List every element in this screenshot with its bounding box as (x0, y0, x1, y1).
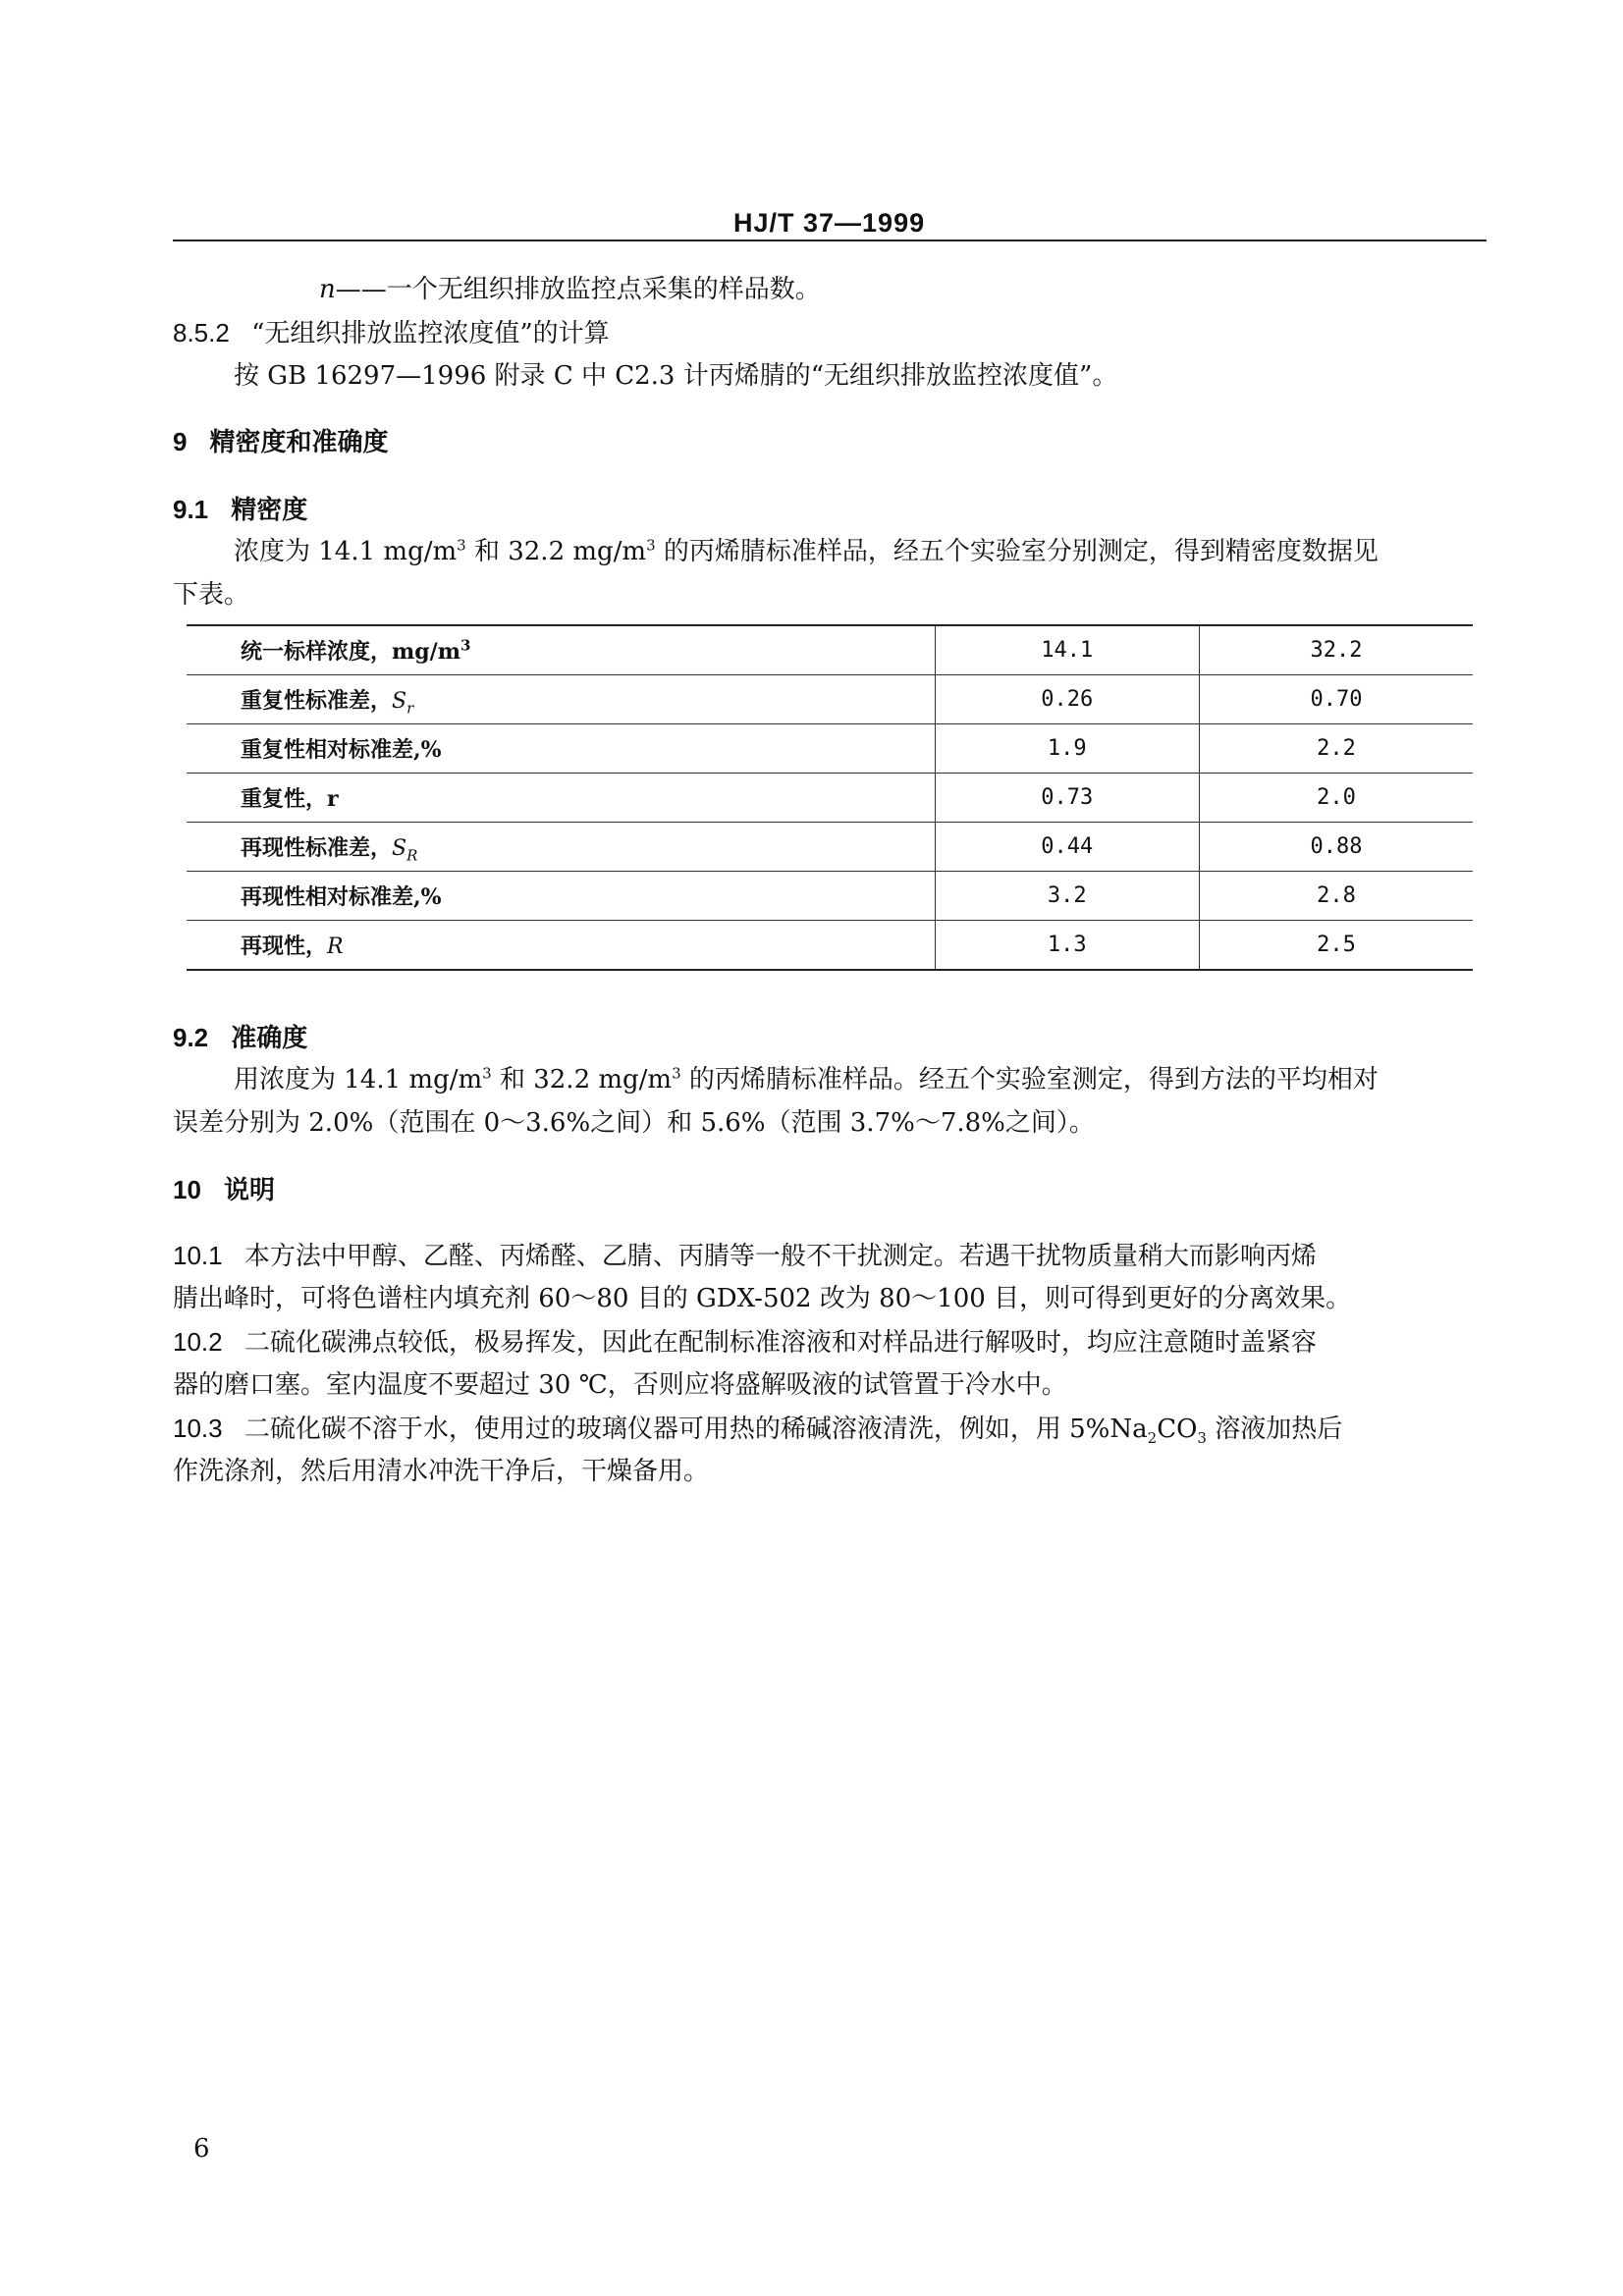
label-text: 重复性标准差， (241, 688, 393, 714)
text-run: 本方法中甲醇、乙醛、丙烯醛、乙腈、丙腈等一般不干扰测定。若遇干扰物质量稍大而影响丙烯 (243, 1242, 1317, 1271)
text-run: 二硫化碳不溶于水，使用过的玻璃仪器可用热的稀碱溶液清洗，例如，用 5%Na (243, 1415, 1148, 1444)
section-number: 10.3 (173, 1414, 223, 1443)
table-cell-14-1: 3.2 (935, 872, 1199, 921)
table-row-label (187, 675, 935, 724)
text-run: 二硫化碳沸点较低，极易挥发，因此在配制标准溶液和对样品进行解吸时，均应注意随时盖紧容 (243, 1328, 1317, 1358)
running-header: HJ/T 37—1999 (733, 208, 926, 238)
table-cell-14-1: 1.9 (935, 724, 1199, 774)
text-run: 用浓度为 14.1 mg/m (234, 1065, 483, 1095)
section-title: 精密度 (231, 496, 308, 525)
label-text: 再现性相对标准差,% (241, 884, 442, 910)
section-9-2-heading (173, 1021, 307, 1055)
subscript: 3 (1197, 1429, 1207, 1448)
text-run: 和 32.2 mg/m (465, 537, 647, 566)
section-number: 9.2 (173, 1023, 209, 1052)
label-text: 重复性相对标准差,% (241, 737, 442, 763)
table-cell-14-1: 0.44 (935, 823, 1199, 872)
table-cell-32-2: 2.2 (1317, 736, 1356, 761)
text-run: 的丙烯腈标准样品。经五个实验室测定，得到方法的平均相对 (680, 1065, 1379, 1095)
label-symbol: R (327, 934, 344, 959)
label-superscript: 3 (460, 636, 471, 655)
section-number: 9 (173, 427, 188, 456)
section-10-3-line2: 作洗涤剂，然后用清水冲洗干净后，干燥备用。 (173, 1457, 710, 1486)
section-number: 8.5.2 (173, 318, 230, 347)
header-rule (173, 240, 1487, 241)
section-9-2-body-line1 (234, 1063, 1379, 1096)
superscript: 3 (482, 1064, 492, 1083)
section-number: 10 (173, 1175, 201, 1204)
table-cell-32-2: 2.5 (1317, 933, 1356, 957)
table-row (187, 675, 1473, 724)
table-cell-32-2: 32.2 (1310, 638, 1363, 663)
table-cell-14-1: 1.3 (935, 921, 1199, 971)
section-9-1-body-line1 (234, 535, 1379, 568)
section-title: 准确度 (231, 1024, 308, 1053)
superscript: 3 (457, 536, 466, 555)
section-10-2-line1 (173, 1325, 1317, 1360)
section-9-1-heading (173, 493, 307, 527)
label-text: 再现性， (241, 934, 328, 959)
section-number: 10.1 (173, 1241, 223, 1270)
section-title: 说明 (223, 1176, 275, 1205)
label-subscript: r (406, 699, 414, 718)
precision-table (187, 624, 1473, 971)
table-cell-32-2: 0.88 (1310, 834, 1363, 859)
table-cell-14-1: 14.1 (935, 625, 1199, 675)
n-definition-text: ——一个无组织排放监控点采集的样品数。 (335, 275, 821, 304)
section-10-heading (173, 1173, 275, 1207)
label-text: 重复性，r (241, 786, 339, 812)
table-cell-14-1: 0.26 (935, 675, 1199, 724)
label-text: 再现性标准差， (241, 835, 393, 861)
label-symbol: S (392, 689, 407, 714)
label-text: 统一标样浓度，mg/m (241, 639, 460, 665)
superscript: 3 (672, 1064, 681, 1083)
section-10-3-line1 (173, 1412, 1342, 1446)
table-row (187, 774, 1473, 823)
section-9-2-body-line2: 误差分别为 2.0%（范围在 0～3.6%之间）和 5.6%（范围 3.7%～7.8%之间）。 (173, 1108, 1095, 1138)
table-row-label (187, 774, 935, 823)
section-number: 9.1 (173, 495, 209, 524)
text-run: 浓度为 14.1 mg/m (234, 537, 458, 566)
superscript: 3 (646, 536, 656, 555)
section-10-2-line2: 器的磨口塞。室内温度不要超过 30 ℃，否则应将盛解吸液的试管置于冷水中。 (173, 1370, 1067, 1400)
text-run: 和 32.2 mg/m (491, 1065, 673, 1095)
table-row-label (187, 823, 935, 872)
label-subscript: R (406, 846, 418, 865)
subscript: 2 (1147, 1429, 1158, 1448)
n-symbol: n (319, 275, 336, 304)
text-run: 溶液加热后 (1206, 1415, 1343, 1444)
section-title: 精密度和准确度 (209, 428, 389, 457)
table-row (187, 823, 1473, 872)
section-10-1-line1 (173, 1239, 1317, 1273)
table-cell-14-1: 0.73 (935, 774, 1199, 823)
section-10-1-line2: 腈出峰时，可将色谱柱内填充剂 60～80 目的 GDX-502 改为 80～100 目，则可得到更好的分离效果。 (173, 1284, 1352, 1313)
text-run: 的丙烯腈标准样品，经五个实验室分别测定，得到精密度数据见 (655, 537, 1379, 566)
table-row (187, 724, 1473, 774)
table-row (187, 921, 1473, 971)
table-cell-32-2: 2.8 (1317, 883, 1356, 908)
table-row (187, 872, 1473, 921)
table-cell-32-2: 0.70 (1310, 687, 1363, 712)
section-8-5-2-heading (173, 316, 610, 350)
page-number: 6 (193, 2134, 210, 2163)
table-cell-32-2: 2.0 (1317, 785, 1356, 810)
section-9-heading (173, 425, 389, 459)
table-row-label (187, 921, 935, 971)
label-symbol: S (392, 836, 407, 861)
section-9-1-body-line2: 下表。 (173, 580, 250, 610)
table-row-label (187, 724, 935, 774)
table-row (187, 625, 1473, 675)
table-row-label (187, 872, 935, 921)
section-8-5-2-body: 按 GB 16297—1996 附录 C 中 C2.3 计丙烯腈的“无组织排放监控浓度值”。 (234, 361, 1118, 391)
text-run: CO (1157, 1415, 1198, 1444)
table-row-label (187, 625, 935, 675)
n-definition (319, 273, 821, 306)
section-title: “无组织排放监控浓度值”的计算 (251, 319, 610, 348)
section-number: 10.2 (173, 1327, 223, 1357)
